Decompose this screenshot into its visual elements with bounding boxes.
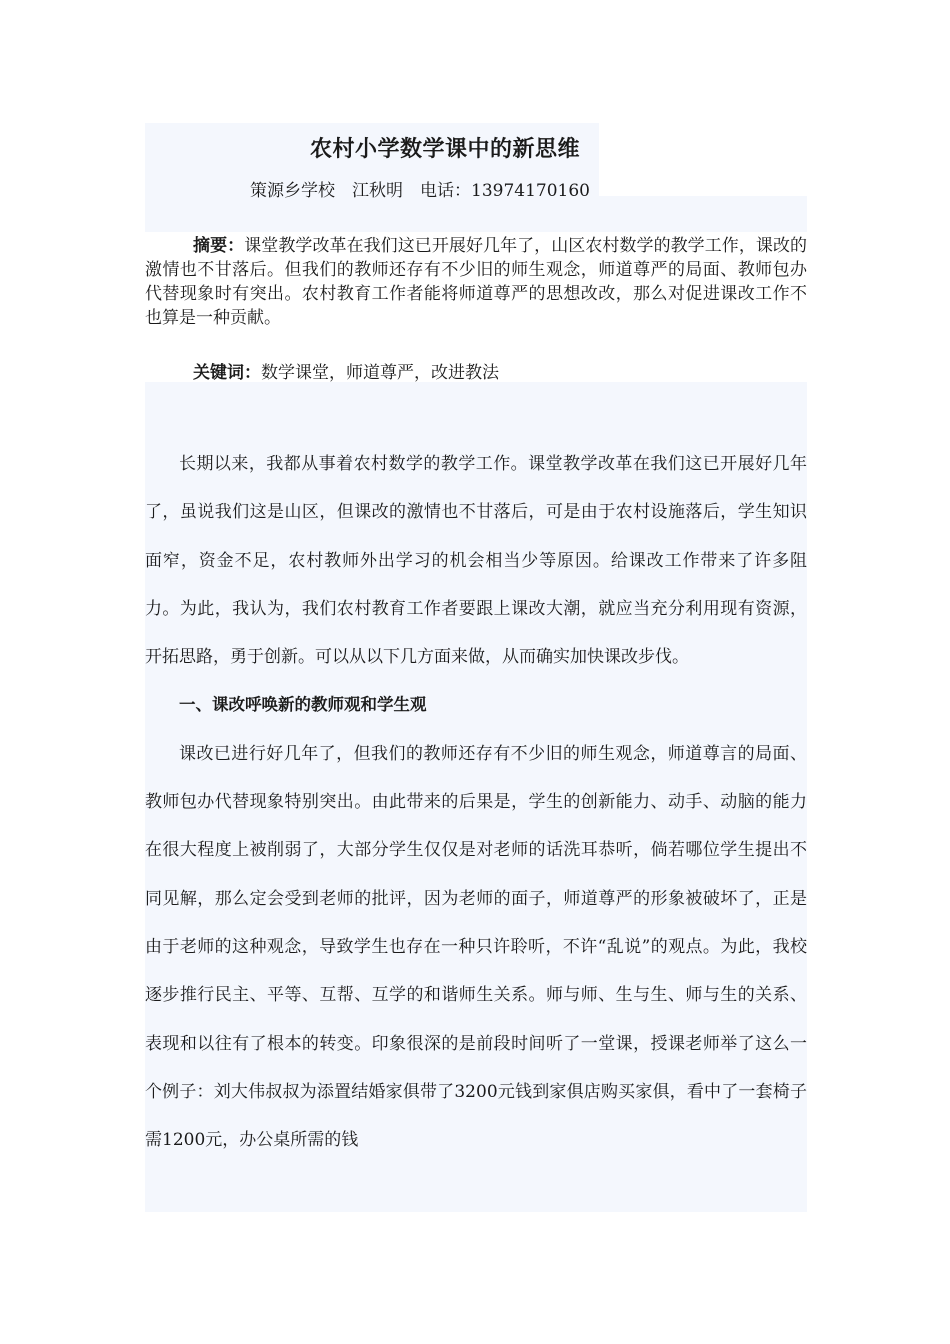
main-body	[145, 440, 807, 1164]
abstract-label: 摘要：	[193, 236, 245, 256]
keywords-label: 关键词：	[193, 363, 261, 383]
keywords	[193, 358, 499, 383]
keywords-text: 数学课堂，师道尊严，改进教法	[261, 363, 499, 383]
intro-paragraph: 长期以来，我都从事着农村数学的教学工作。课堂教学改革在我们这已开展好几年了，虽说我们这是山区，但课改的激情也不甘落后，可是由于农村设施落后，学生知识面窄，资金不足，农村教师外出学习的机会相当少等原因。给课改工作带来了许多阻力。为此，我认为，我们农村教育工作者要跟上课改大潮，就应当充分利用现有资源，开拓思路，勇于创新。可以从以下几方面来做，从而确实加快课改步伐。	[145, 454, 807, 668]
abstract-text: 课堂教学改革在我们这已开展好几年了，山区农村数学的教学工作，课改的激情也不甘落后。但我们的教师还存有不少旧的师生观念，师道尊严的局面、教师包办代替现象时有突出。农村教育工作者能将师道尊严的思想改改，那么对促进课改工作不也算是一种贡献。	[145, 236, 808, 328]
abstract	[145, 234, 807, 330]
section-paragraph: 课改已进行好几年了，但我们的教师还存有不少旧的师生观念，师道尊言的局面、教师包办代替现象特别突出。由此带来的后果是，学生的创新能力、动手、动脑的能力在很大程度上被削弱了，大部分学生仅仅是对老师的话洗耳恭听，倘若哪位学生提出不同见解，那么定会受到老师的批评，因为老师的面子，师道尊严的形象被破坏了，正是由于老师的这种观念，导致学生也存在一种只许聆听，不许“乱说”的观点。为此，我校逐步推行民主、平等、互帮、互学的和谐师生关系。师与师、生与生、师与生的关系、表现和以往有了根本的转变。印象很深的是前段时间听了一堂课，授课老师举了这么一个例子：刘大伟叔叔为添置结婚家俱带了3200元钱到家俱店购买家俱，看中了一套椅子需1200元，办公桌所需的钱	[145, 743, 807, 1151]
section-heading: 一、课改呼唤新的教师观和学生观	[179, 695, 427, 715]
document-title: 农村小学数学课中的新思维	[309, 137, 580, 162]
author-byline: 策源乡学校 江秋明 电话：13974170160	[250, 181, 590, 201]
header-shading	[145, 196, 807, 232]
